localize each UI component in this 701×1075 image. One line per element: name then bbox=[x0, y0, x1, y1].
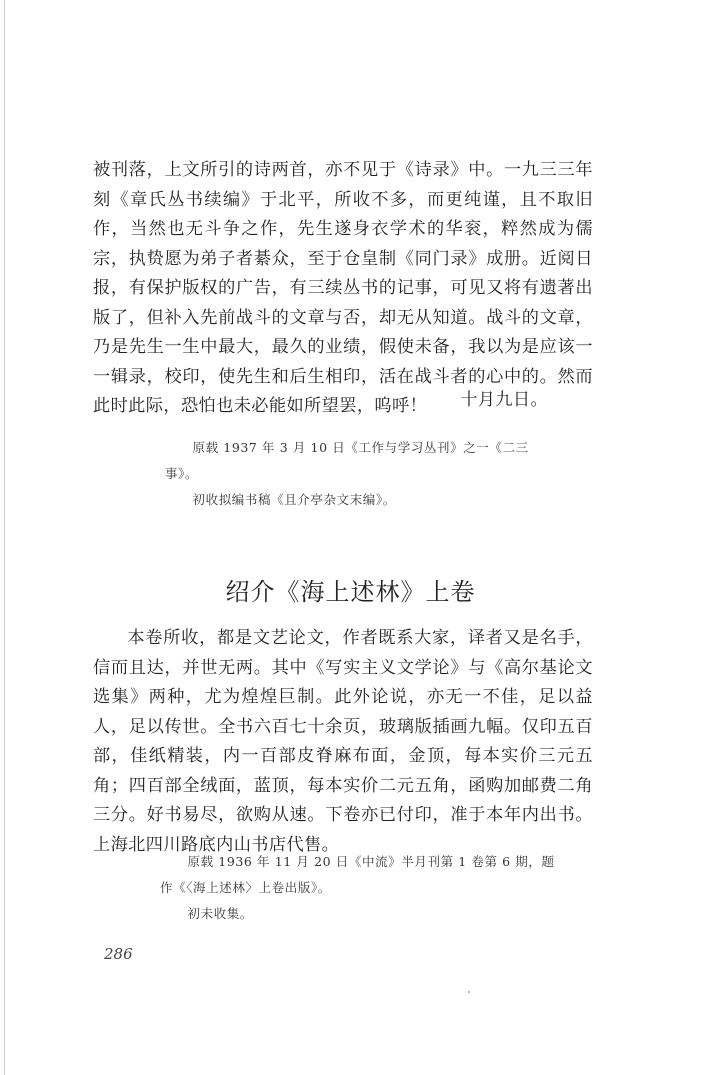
previous-article-text bbox=[93, 156, 593, 422]
article-source-note: 原载 1936 年 11 月 20 日《中流》半月刊第 1 卷第 6 期，题作《〈海上述林〉上卷出版》。 bbox=[160, 854, 555, 895]
previous-article-source-note: 原载 1937 年 3 月 10 日《工作与学习丛刊》之一《二三事》。 bbox=[165, 440, 529, 481]
article-text bbox=[93, 624, 593, 860]
article-collection-note: 初未收集。 bbox=[187, 906, 254, 921]
article-notes bbox=[160, 849, 560, 927]
page-spine-line bbox=[4, 0, 5, 1075]
previous-article-notes bbox=[165, 435, 555, 513]
previous-article-date: 十月九日。 bbox=[460, 390, 548, 410]
scan-speck bbox=[468, 991, 470, 993]
article-paragraph: 本卷所收，都是文艺论文，作者既系大家，译者又是名手，信而且达，并世无两。其中《写实主义文学论》与《高尔基论文选集》两种，尤为煌煌巨制。此外论说，亦无一不佳，足以益人，足以传世。全书六百七十余页，玻璃版插画九幅。仅印五百部，佳纸精装，内一百部皮脊麻布面，金顶，每本实价三元五角；四百部全绒面，蓝顶，每本实价二元五角，函购加邮费二角三分。好书易尽，欲购从速。下卷亦已付印，准于本年内出书。上海北四川路底内山书店代售。 bbox=[93, 628, 593, 855]
previous-article-collection-note: 初收拟编书稿《且介亭杂文末编》。 bbox=[192, 492, 396, 507]
page-number: 286 bbox=[104, 945, 133, 963]
article-title: 绍介《海上述林》上卷 bbox=[225, 578, 476, 606]
previous-article-paragraph: 被刊落，上文所引的诗两首，亦不见于《诗录》中。一九三三年刻《章氏丛书续编》于北平，所收不多，而更纯谨，且不取旧作，当然也无斗争之作，先生遂身衣学术的华衮，粹然成为儒宗，执贽愿为弟子者綦众，至于仓皇制《同门录》成册。近阅日报，有保护版权的广告，有三续丛书的记事，可见又将有遗著出版了，但补入先前战斗的文章与否，却无从知道。战斗的文章，乃是先生一生中最大，最久的业绩，假使未备，我以为是应该一一辑录，校印，使先生和后生相印，活在战斗者的心中的。然而此时此际，恐怕也未必能如所望罢，呜呼！ bbox=[93, 160, 593, 416]
